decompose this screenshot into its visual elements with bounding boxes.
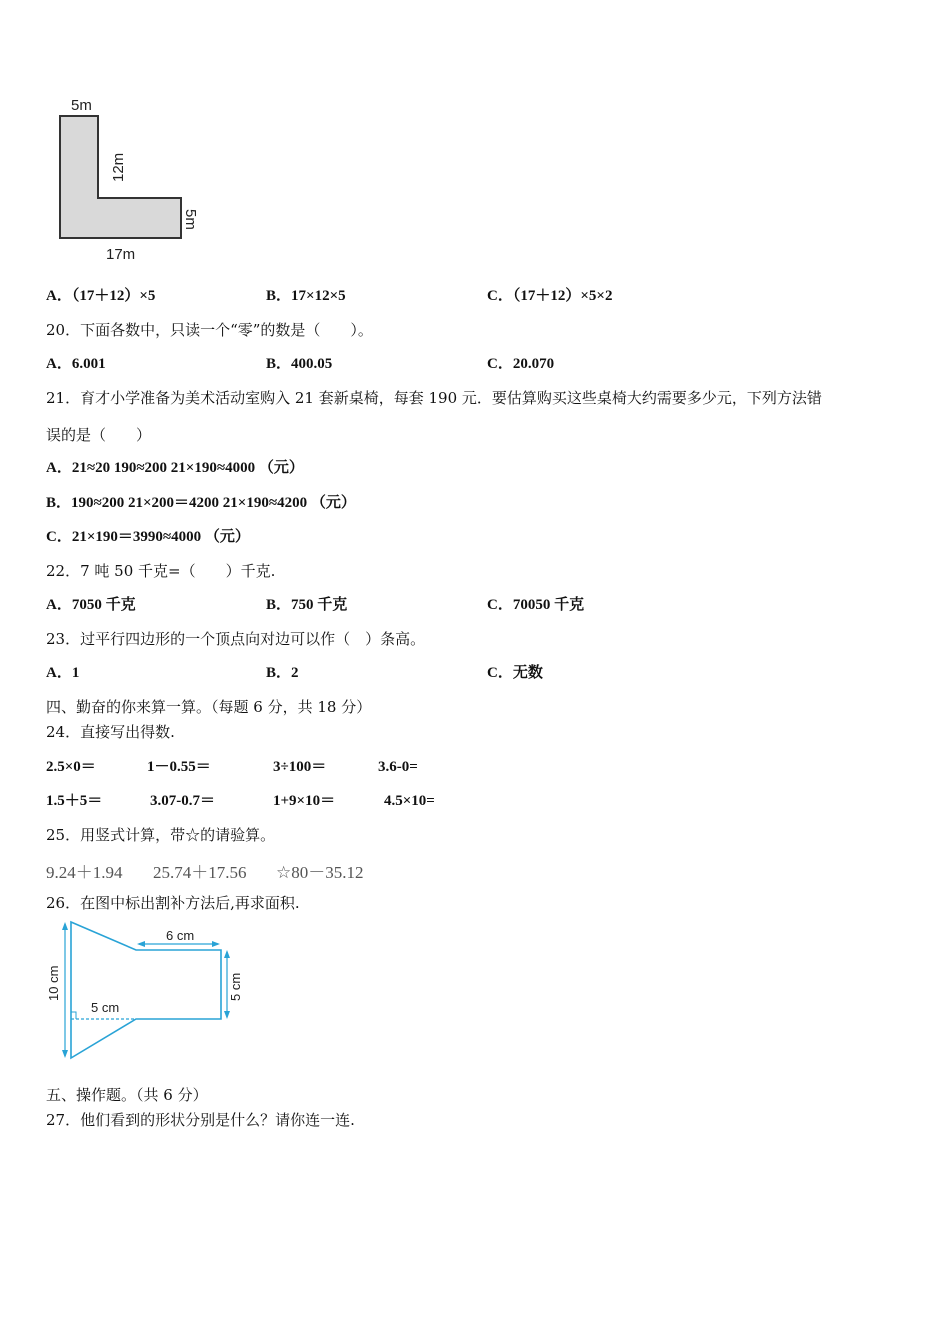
q24-item: 1.5＋5＝ xyxy=(46,793,103,809)
arrow-head xyxy=(62,1050,68,1058)
q25-item: ☆80－35.12 xyxy=(276,863,364,882)
q20-option-a[interactable]: A．6.001 xyxy=(46,356,106,372)
label-middle-5cm: 5 cm xyxy=(91,1000,120,1015)
l-shape-figure xyxy=(40,92,220,270)
q21-stem-line2: 误的是（ ） xyxy=(46,426,152,444)
q24-item: 4.5×10= xyxy=(384,793,435,809)
q21-stem-line1: 21．育才小学准备为美术活动室购入 21 套新桌椅，每套 190 元．要估算购买这些桌椅大约需要多少元，下列方法错 xyxy=(46,389,822,407)
q24-item: 3÷100＝ xyxy=(273,759,327,775)
arrow-head xyxy=(224,1011,230,1019)
q24-item: 1－0.55＝ xyxy=(147,759,211,775)
arrow-head xyxy=(62,922,68,930)
label-top-6cm: 6 cm xyxy=(166,928,195,943)
q27-stem: 27．他们看到的形状分别是什么？请你连一连. xyxy=(46,1111,355,1129)
arrow-head xyxy=(212,941,220,947)
q21-option-c[interactable]: C．21×190＝3990≈4000 （元） xyxy=(46,529,250,545)
composite-shape-outline xyxy=(71,922,221,1058)
arrow-head xyxy=(224,950,230,958)
q20-option-b[interactable]: B．400.05 xyxy=(266,356,333,372)
q25-item: 25.74＋17.56 xyxy=(153,863,247,882)
q23-option-a[interactable]: A．1 xyxy=(46,665,80,681)
q26-stem: 26．在图中标出割补方法后,再求面积. xyxy=(46,894,300,912)
q19-option-c[interactable]: C．（17＋12）×5×2 xyxy=(487,288,613,304)
q25-item: 9.24＋1.94 xyxy=(46,863,123,882)
section4-title: 四、勤奋的你来算一算。（每题 6 分，共 18 分） xyxy=(46,698,372,716)
q23-option-b[interactable]: B．2 xyxy=(266,665,299,681)
q21-option-b[interactable]: B．190≈200 21×200＝4200 21×190≈4200 （元） xyxy=(46,495,356,511)
arrow-head xyxy=(137,941,145,947)
q22-option-a[interactable]: A．7050 千克 xyxy=(46,597,136,613)
q25-stem: 25．用竖式计算，带☆的请验算。 xyxy=(46,826,276,844)
q19-option-a[interactable]: A．（17＋12）×5 xyxy=(46,288,156,304)
l-label-bottom: 17m xyxy=(106,246,136,263)
q20-option-c[interactable]: C．20.070 xyxy=(487,356,555,372)
label-left-10cm: 10 cm xyxy=(46,965,61,1001)
q23-option-c[interactable]: C．无数 xyxy=(487,665,543,681)
label-right-5cm: 5 cm xyxy=(228,972,243,1001)
q19-option-b[interactable]: B．17×12×5 xyxy=(266,288,346,304)
section5-title: 五、操作题。（共 6 分） xyxy=(46,1086,208,1104)
q24-item: 1+9×10＝ xyxy=(273,793,336,809)
trapezoid-composite-figure xyxy=(40,918,260,1068)
q24-item: 3.6-0= xyxy=(378,759,418,775)
q24-item: 2.5×0＝ xyxy=(46,759,96,775)
q22-option-b[interactable]: B．750 千克 xyxy=(266,597,348,613)
l-label-right-vertical: 12m xyxy=(110,152,127,182)
l-label-top: 5m xyxy=(71,97,92,114)
q22-option-c[interactable]: C．70050 千克 xyxy=(487,597,585,613)
q24-stem: 24．直接写出得数. xyxy=(46,723,175,741)
q24-item: 3.07-0.7＝ xyxy=(150,793,215,809)
q21-option-a[interactable]: A．21≈20 190≈200 21×190≈4000 （元） xyxy=(46,460,304,476)
l-label-right-bottom: 5m xyxy=(182,209,199,230)
q20-stem: 20．下面各数中，只读一个“零”的数是（ ）。 xyxy=(46,321,373,339)
q23-stem: 23．过平行四边形的一个顶点向对边可以作（ ）条高。 xyxy=(46,630,426,648)
q22-stem: 22．7 吨 50 千克=（ ）千克. xyxy=(46,562,276,580)
